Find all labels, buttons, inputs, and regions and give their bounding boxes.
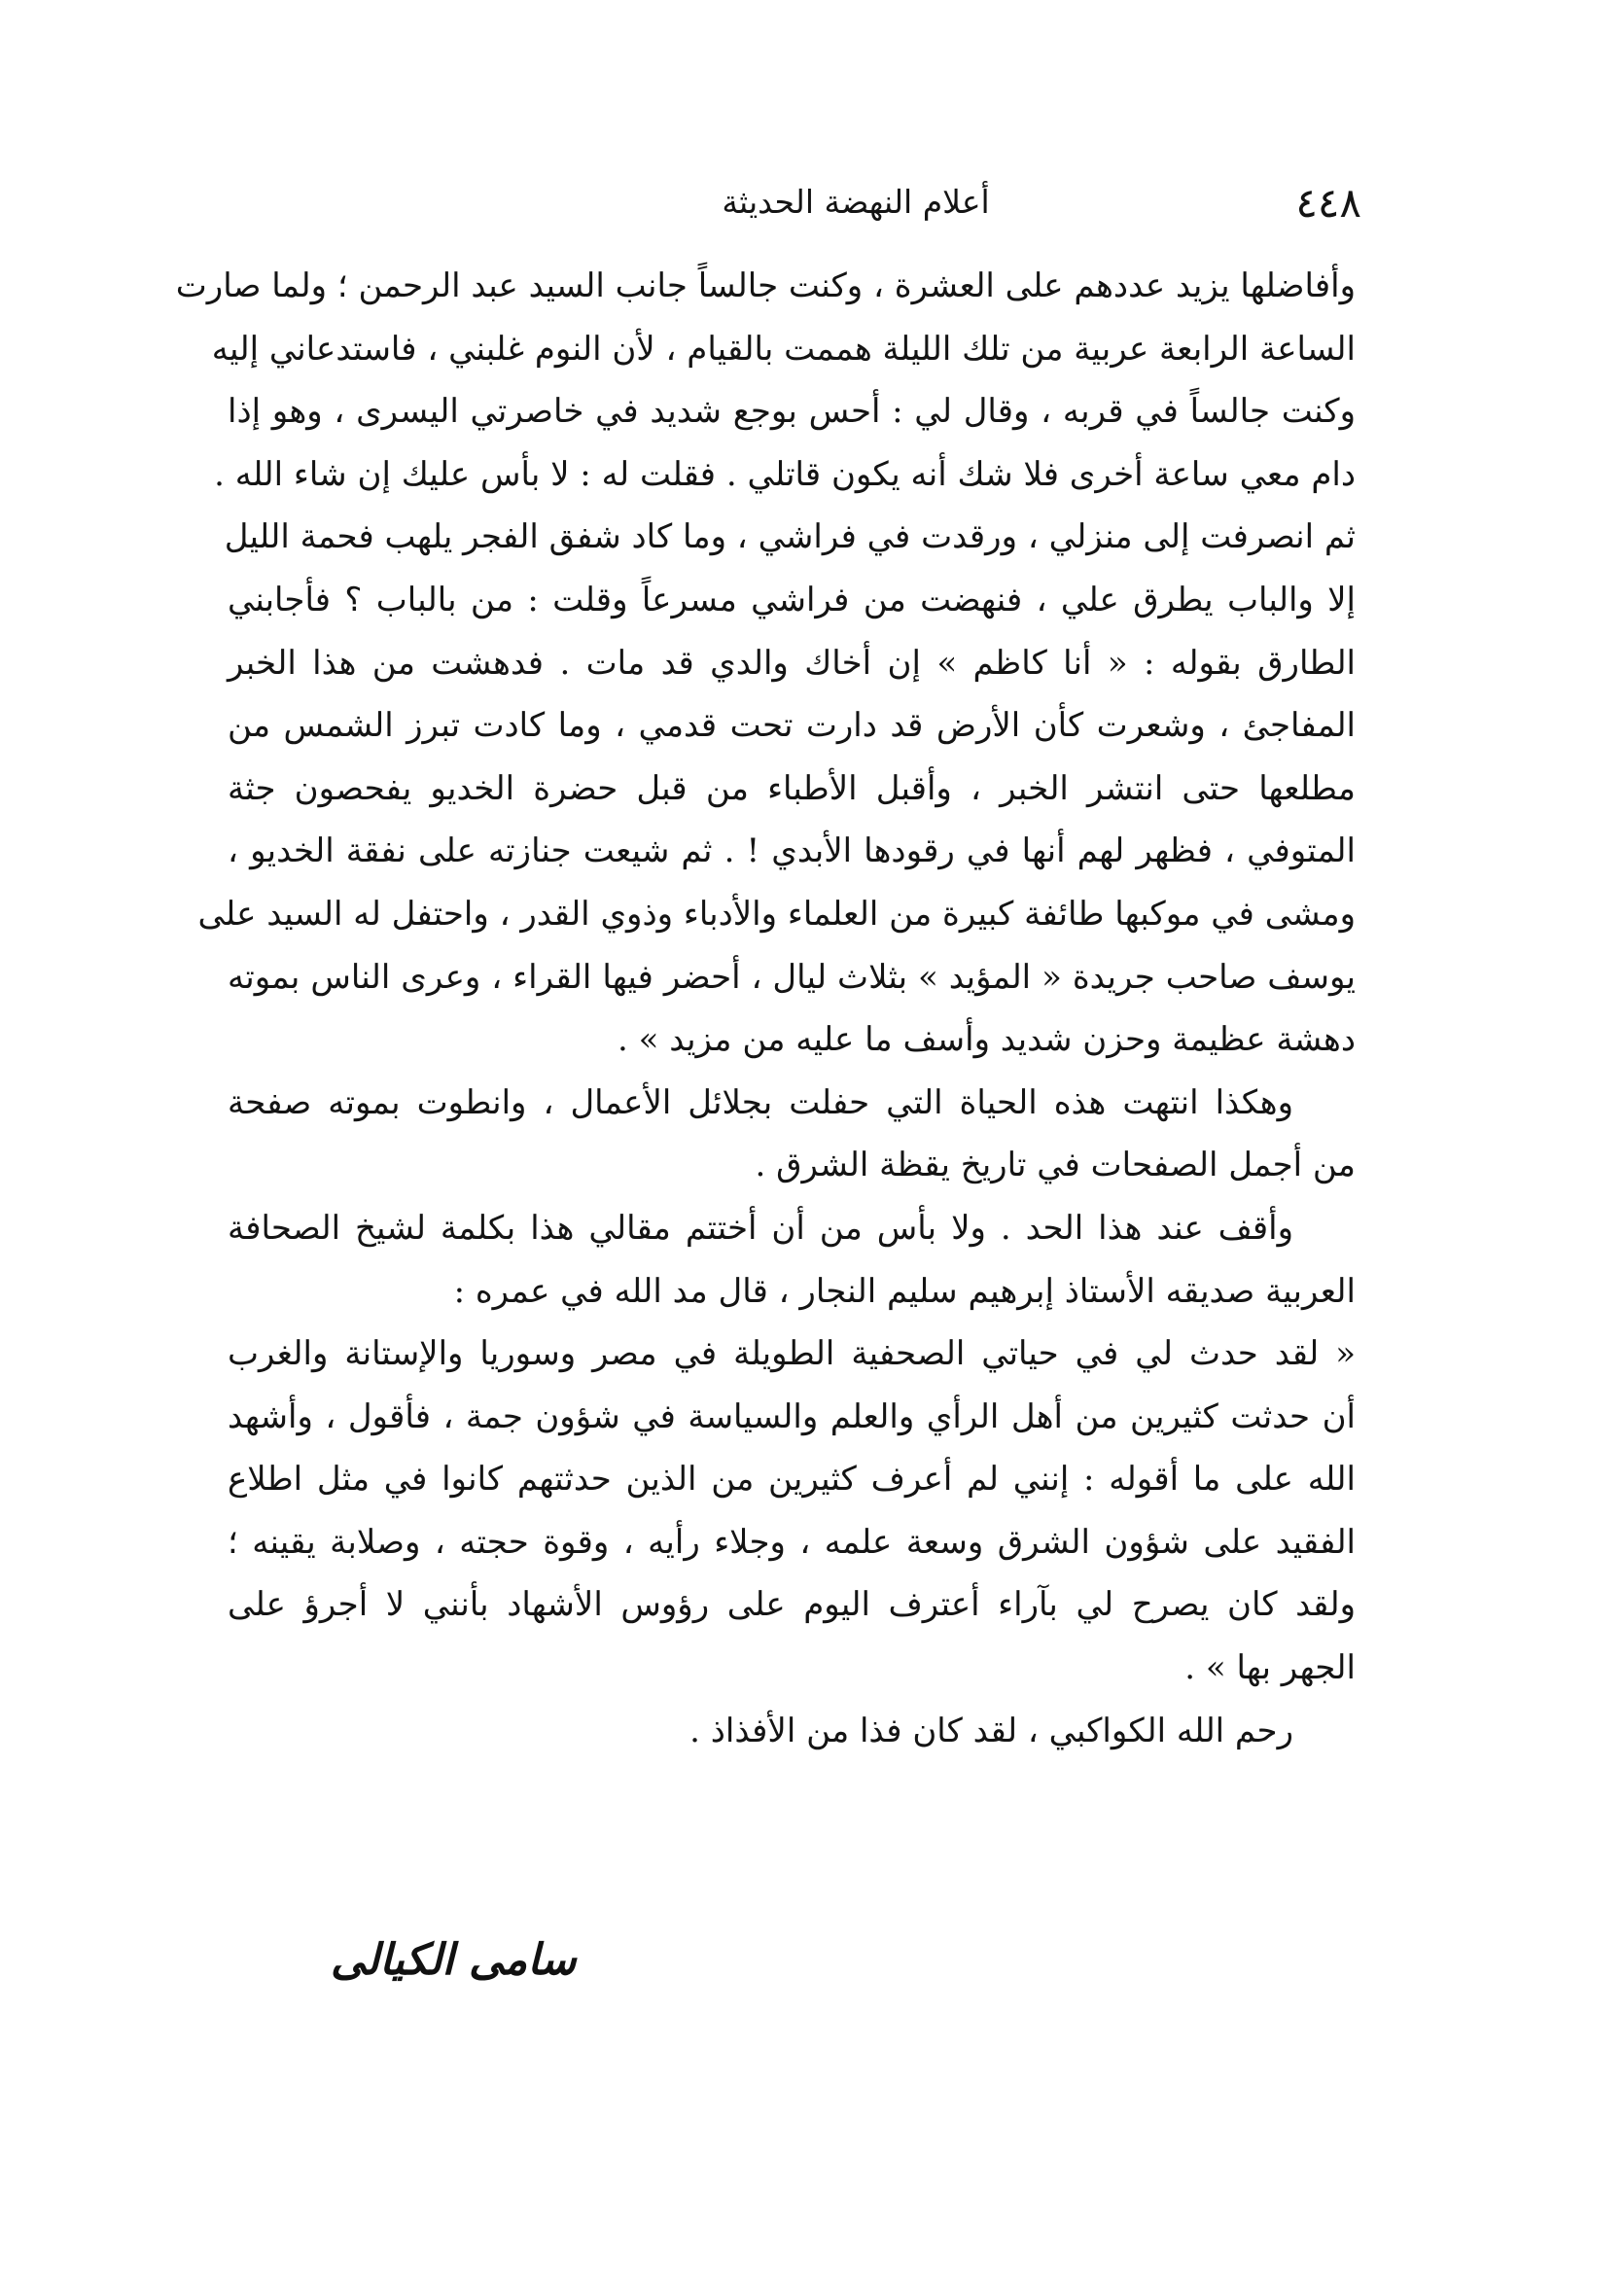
text-line: « لقد حدث لي في حياتي الصحفية الطويلة في مصر وسوريا والإستانة والغرب: [228, 1334, 1356, 1374]
text-line: أن حدثت كثيرين من أهل الرأي والعلم والسياسة في شؤون جمة ، فأقول ، وأشهد: [228, 1396, 1356, 1436]
text-line: المتوفي ، فظهر لهم أنها في رقودها الأبدي ! . ثم شيعت جنازته على نفقة الخديو ،: [228, 831, 1356, 871]
page-number: ٤٤٨: [1295, 179, 1361, 227]
text-line: مطلعها حتى انتشر الخبر ، وأقبل الأطباء من قبل حضرة الخديو يفحصون جثة: [228, 768, 1356, 808]
text-line: وأفاضلها يزيد عددهم على العشرة ، وكنت جالساً جانب السيد عبد الرحمن ؛ ولما صارت: [175, 266, 1356, 305]
running-title: أعلام النهضة الحديثة: [722, 183, 990, 221]
text-line: وكنت جالساً في قربه ، وقال لي : أحس بوجع شديد في خاصرتي اليسرى ، وهو إذا: [228, 392, 1356, 432]
text-line: الجهر بها » .: [1184, 1648, 1356, 1688]
body-text: [175, 255, 1356, 1762]
text-line: ومشى في موكبها طائفة كبيرة من العلماء والأدباء وذوي القدر ، واحتفل له السيد على: [197, 894, 1356, 934]
text-line: العربية صديقه الأستاذ إبرهيم سليم النجار ، قال مد الله في عمره :: [453, 1271, 1356, 1311]
text-line: دهشة عظيمة وحزن شديد وأسف ما عليه من مزيد » .: [618, 1020, 1356, 1060]
text-line: ثم انصرفت إلى منزلي ، ورقدت في فراشي ، وما كاد شفق الفجر يلهب فحمة الليل: [224, 517, 1356, 557]
page-header: [233, 167, 1361, 237]
text-line: يوسف صاحب جريدة « المؤيد » بثلاث ليال ، أحضر فيها القراء ، وعرى الناس بموته: [228, 957, 1356, 997]
text-line: الساعة الرابعة عربية من تلك الليلة هممت بالقيام ، لأن النوم غلبني ، فاستدعاني إليه: [211, 329, 1356, 369]
author-signature: سامى الكيالى: [331, 1935, 577, 1985]
text-line: المفاجئ ، وشعرت كأن الأرض قد دارت تحت قدمي ، وما كادت تبرز الشمس من: [228, 706, 1356, 746]
text-line: الفقيد على شؤون الشرق وسعة علمه ، وجلاء رأيه ، وقوة حجته ، وصلابة يقينه ؛: [228, 1522, 1356, 1562]
text-line: رحم الله الكواكبي ، لقد كان فذا من الأفذاذ .: [689, 1711, 1293, 1750]
text-line: ولقد كان يصرح لي بآراء أعترف اليوم على رؤوس الأشهاد بأنني لا أجرؤ على: [228, 1585, 1356, 1625]
text-line: من أجمل الصفحات في تاريخ يقظة الشرق .: [755, 1146, 1356, 1185]
text-line: دام معي ساعة أخرى فلا شك أنه يكون قاتلي . فقلت له : لا بأس عليك إن شاء الله .: [214, 454, 1356, 494]
text-line: الطارق بقوله : « أنا كاظم » إن أخاك والدي قد مات . فدهشت من هذا الخبر: [228, 643, 1356, 683]
text-line: وأقف عند هذا الحد . ولا بأس من أن أختتم مقالي هذا بكلمة لشيخ الصحافة: [228, 1208, 1293, 1248]
text-line: الله على ما أقوله : إنني لم أعرف كثيرين من الذين حدثتهم كانوا في مثل اطلاع: [228, 1460, 1356, 1500]
text-line: إلا والباب يطرق علي ، فنهضت من فراشي مسرعاً وقلت : من بالباب ؟ فأجابني: [228, 580, 1356, 619]
text-line: وهكذا انتهت هذه الحياة التي حفلت بجلائل الأعمال ، وانطوت بموته صفحة: [228, 1082, 1293, 1122]
